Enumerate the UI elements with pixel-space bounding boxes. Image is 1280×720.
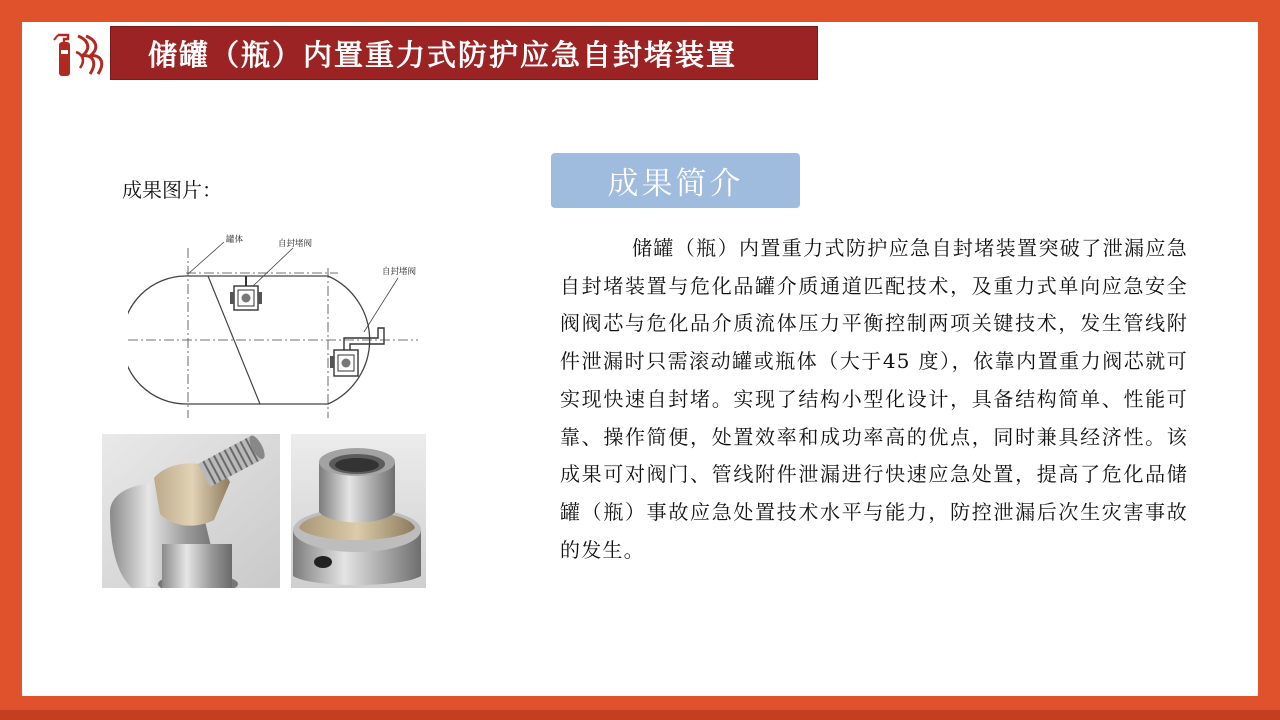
valve-photo-threaded [102,434,280,588]
fire-extinguisher-logo-icon [52,30,108,78]
tank-diagram [128,228,418,424]
intro-body: 储罐（瓶）内置重力式防护应急自封堵装置突破了泄漏应急自封堵装置与危化品罐介质通道匹配技术，及重力式单向应急安全阀阀芯与危化品介质流体压力平衡控制两项关键技术，发生管线附件泄漏时只需滚动罐或瓶体（大于45 度），依靠内置重力阀芯就可实现快速自封堵。实现了结构小型化设计，具备结构简单、性能可靠、操作简便，处置效率和成功率高的优点，同时兼具经济性。该成果可对阀门、管线附件泄漏进行快速应急处置，提高了危化品储罐（瓶）事故应急处置技术水平与能力，防控泄漏后次生灾害事故的发生。 [560,236,1188,562]
top-valve [230,276,262,310]
intro-header [551,153,800,208]
bottom-strip [0,710,1280,720]
photo-label: 成果图片： [122,178,222,202]
valve-label-right: 自封堵阀 [382,267,417,277]
title-bar [110,26,818,80]
tank-label: 罐体 [226,235,244,245]
right-valve [330,328,384,376]
page-title: 储罐（瓶）内置重力式防护应急自封堵装置 [148,37,738,72]
intro-title: 成果简介 [607,166,744,202]
valve-label-top: 自封堵阀 [278,239,313,249]
valve-photo-bore [291,434,426,588]
